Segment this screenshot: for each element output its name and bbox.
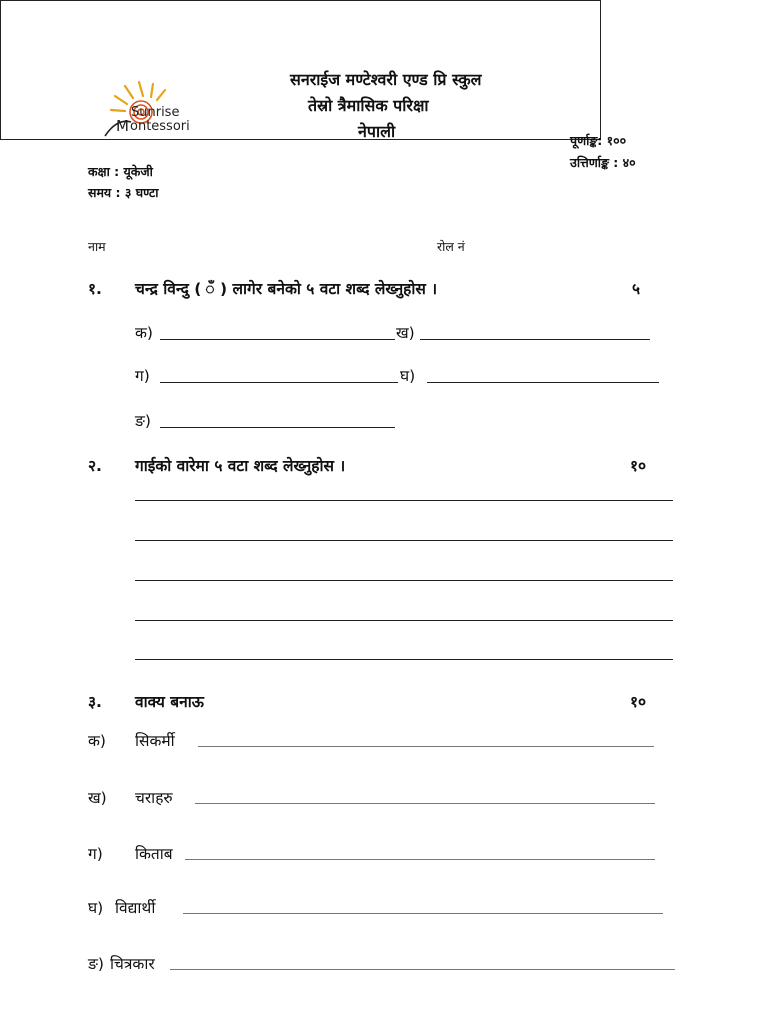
class-label: कक्षा : यूकेजी	[88, 164, 153, 179]
q3-marks: १०	[630, 693, 647, 711]
answer-line[interactable]	[195, 803, 655, 804]
q1-text: चन्द्र विन्दु ( ँ ) लागेर बनेको ५ वटा शब्द लेख्नुहोस ।	[135, 280, 438, 298]
name-label: नाम	[88, 239, 106, 254]
q1-number: १.	[88, 280, 102, 298]
exam-title: तेस्रो त्रैमासिक परिक्षा	[308, 96, 429, 115]
q2-number: २.	[88, 457, 102, 475]
q1-option-kha: ख)	[396, 324, 415, 342]
roll-label: रोल नं	[437, 239, 465, 254]
q2-marks: १०	[630, 457, 647, 475]
q3-text: वाक्य बनाऊ	[135, 693, 204, 711]
answer-line[interactable]	[135, 580, 673, 581]
logo-initial: M	[116, 117, 129, 135]
q3-item-label: ङ)	[88, 955, 104, 973]
q1-option-gha: घ)	[400, 367, 416, 385]
q1-marks: ५	[632, 280, 641, 298]
answer-line[interactable]	[160, 427, 395, 428]
subject-title: नेपाली	[358, 122, 396, 141]
q3-item-word: चित्रकार	[110, 955, 155, 973]
q3-item-label: घ)	[88, 899, 104, 917]
answer-line[interactable]	[427, 382, 659, 383]
logo-text-sunrise: Sunrise	[131, 105, 180, 120]
q2-text: गाईको वारेमा ५ वटा शब्द लेख्नुहोस ।	[135, 457, 346, 475]
answer-line[interactable]	[198, 746, 654, 747]
q3-item-label: क)	[88, 732, 106, 750]
answer-line[interactable]	[185, 859, 655, 860]
q3-item-word: सिकर्मी	[135, 732, 175, 750]
q1-option-nga: ङ)	[135, 412, 151, 430]
answer-line[interactable]	[135, 540, 673, 541]
q1-option-ga: ग)	[135, 367, 150, 385]
q3-item-word: किताब	[135, 845, 173, 863]
q3-item-word: चराहरु	[135, 789, 173, 807]
logo-text-montessori: ontessori	[130, 119, 190, 134]
answer-line[interactable]	[135, 500, 673, 501]
time-label: समय : ३ घण्टा	[88, 185, 159, 200]
q3-item-label: ग)	[88, 845, 103, 863]
q3-item-label: ख)	[88, 789, 107, 807]
answer-line[interactable]	[170, 969, 675, 970]
q3-item-word: विद्यार्थी	[115, 899, 156, 917]
full-marks: पूर्णाङ्क: १००	[570, 133, 627, 148]
q3-number: ३.	[88, 693, 102, 711]
school-name: सनराईज मण्टेश्वरी एण्ड प्रि स्कुल	[290, 70, 482, 89]
answer-line[interactable]	[420, 339, 650, 340]
q1-option-ka: क)	[135, 324, 153, 342]
answer-line[interactable]	[183, 913, 663, 914]
answer-line[interactable]	[135, 659, 673, 660]
answer-line[interactable]	[135, 620, 673, 621]
pass-marks: उत्तिर्णाङ्क : ४०	[570, 155, 636, 170]
answer-line[interactable]	[160, 382, 398, 383]
answer-line[interactable]	[160, 339, 395, 340]
